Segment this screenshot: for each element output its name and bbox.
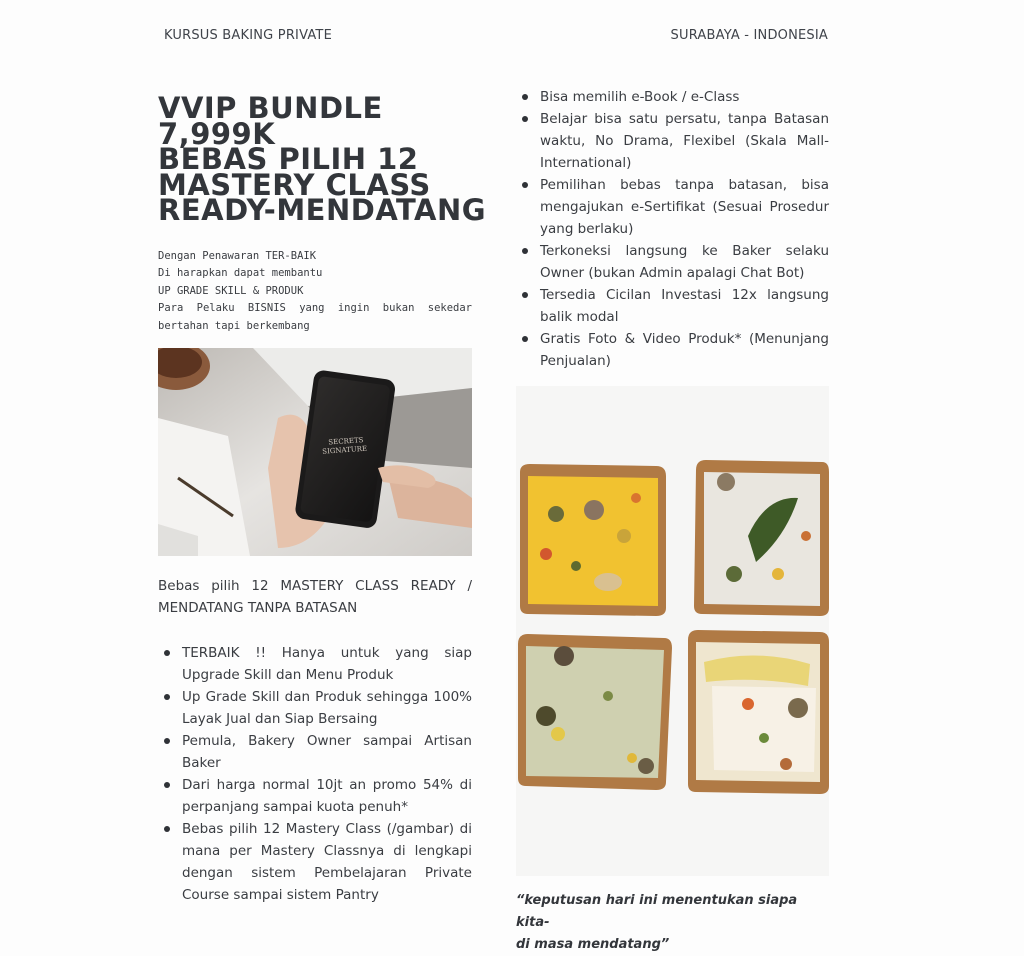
bread-photo-illustration: [516, 386, 829, 876]
quote: [516, 890, 829, 956]
bread-slice: [518, 634, 672, 790]
bread-slice: [688, 630, 829, 794]
right-column: [516, 86, 829, 956]
bread-slice: [694, 460, 829, 616]
intro-line: UP GRADE SKILL & PRODUK: [158, 284, 304, 297]
page-title: [158, 91, 487, 227]
bread-photo: [516, 386, 829, 876]
list-item: Bebas pilih 12 Mastery Class (/gambar) di mana per Mastery Classnya di lengkapi dengan sistem Pembelajaran Private Course sampai sistem Pantry: [158, 818, 472, 906]
header-right-label: SURABAYA - INDONESIA: [670, 28, 828, 43]
list-item: Bisa memilih e-Book / e-Class: [516, 86, 829, 108]
title-line: READY-MENDATANG: [158, 193, 487, 227]
phone-screen-text: SIGNATURE: [322, 444, 368, 456]
intro-line: bertahan tapi berkembang: [158, 319, 310, 332]
intro-line: Dengan Penawaran TER-BAIK: [158, 249, 317, 262]
intro-text: [158, 248, 472, 336]
right-bullet-list: [516, 86, 829, 372]
title-line: MASTERY CLASS: [158, 167, 431, 202]
header-left-label: KURSUS BAKING PRIVATE: [164, 28, 332, 43]
list-item: TERBAIK !! Hanya untuk yang siap Upgrade Skill dan Menu Produk: [158, 642, 472, 686]
phone-screen-text: SECRETS: [328, 436, 364, 447]
list-item: Belajar bisa satu persatu, tanpa Batasan waktu, No Drama, Flexibel (Skala Mall-International): [516, 108, 829, 174]
list-item: Gratis Foto & Video Produk* (Menunjang Penjualan): [516, 328, 829, 372]
list-item: Dari harga normal 10jt an promo 54% di perpanjang sampai kuota penuh*: [158, 774, 472, 818]
list-item: Terkoneksi langsung ke Baker selaku Owner (bukan Admin apalagi Chat Bot): [516, 240, 829, 284]
phone-photo: [158, 348, 472, 556]
list-item: Pemula, Bakery Owner sampai Artisan Baker: [158, 730, 472, 774]
title-line: BEBAS PILIH 12: [158, 142, 419, 176]
phone-photo-illustration: [158, 348, 472, 556]
quote-line: “keputusan hari ini menentukan siapa kita-: [516, 893, 798, 930]
left-bullet-list: [158, 642, 472, 906]
title-line: 7,999K: [158, 116, 276, 151]
list-item: Pemilihan bebas tanpa batasan, bisa mengajukan e-Sertifikat (Sesuai Prosedur yang berlaku): [516, 174, 829, 240]
intro-line: Para Pelaku BISNIS yang ingin bukan sekedar: [158, 302, 472, 314]
lead-text: Bebas pilih 12 MASTERY CLASS READY / MENDATANG TANPA BATASAN: [158, 578, 472, 616]
title-line: VVIP BUNDLE: [158, 91, 383, 125]
bread-slice: [520, 464, 666, 616]
list-item: Tersedia Cicilan Investasi 12x langsung balik modal: [516, 284, 829, 328]
intro-line: Di harapkan dapat membantu: [158, 267, 323, 279]
left-column: [158, 91, 487, 906]
list-item: Up Grade Skill dan Produk sehingga 100% Layak Jual dan Siap Bersaing: [158, 686, 472, 730]
quote-line: di masa mendatang”: [516, 937, 670, 952]
